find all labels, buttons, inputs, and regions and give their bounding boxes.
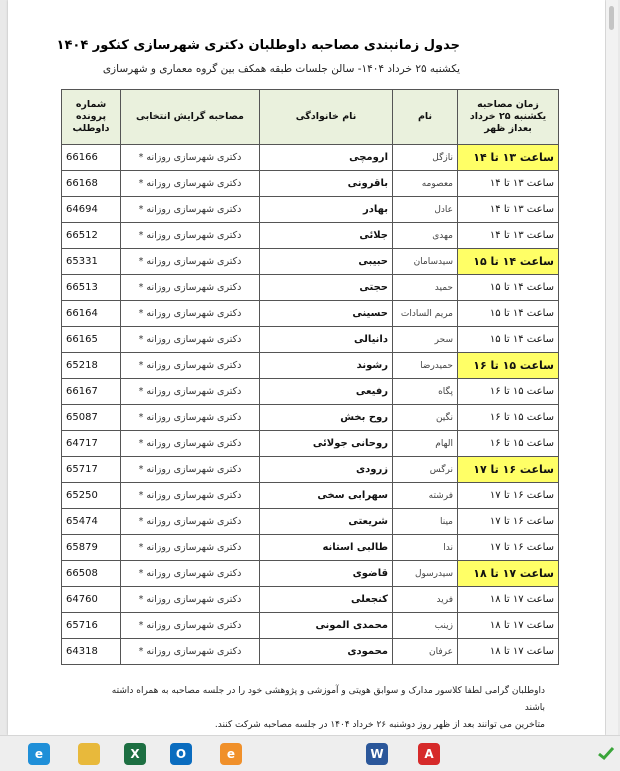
table-row <box>62 353 559 379</box>
table-row <box>62 483 559 509</box>
major-cell: دکتری شهرسازی روزانه * <box>121 483 260 509</box>
file-number-cell: 65474 <box>62 509 121 535</box>
table-row <box>62 171 559 197</box>
table-header-row <box>62 90 559 145</box>
header-major: مصاحبه گرایش انتخابی <box>121 90 260 145</box>
last-name-cell: شریعتی <box>260 509 393 535</box>
table-row <box>62 405 559 431</box>
footer-note <box>90 683 545 734</box>
time-cell: ساعت ۱۷ تا ۱۸ <box>458 639 559 665</box>
interview-schedule-table <box>61 89 559 665</box>
last-name-cell: سهرابی سخی <box>260 483 393 509</box>
first-name-cell: فرید <box>393 587 458 613</box>
first-name-cell: سیدرسول <box>393 561 458 587</box>
last-name-cell: جلائی <box>260 223 393 249</box>
file-number-cell: 65716 <box>62 613 121 639</box>
table-row <box>62 639 559 665</box>
major-cell: دکتری شهرسازی روزانه * <box>121 353 260 379</box>
last-name-cell: دانیالی <box>260 327 393 353</box>
major-cell: دکتری شهرسازی روزانه * <box>121 613 260 639</box>
document-subtitle: یکشنبه ۲۵ خرداد ۱۴۰۴- سالن جلسات طبقه همکف بین گروه معماری و شهرسازی <box>102 63 460 75</box>
scrollbar-thumb[interactable] <box>609 6 614 30</box>
file-number-cell: 65331 <box>62 249 121 275</box>
document-title: جدول زمانبندی مصاحبه داوطلبان دکتری شهرسازی کنکور ۱۴۰۴ <box>56 38 460 53</box>
major-cell: دکتری شهرسازی روزانه * <box>121 197 260 223</box>
first-name-cell: حمیدرضا <box>393 353 458 379</box>
header-last-name: نام خانوادگی <box>260 90 393 145</box>
first-name-cell: فرشته <box>393 483 458 509</box>
major-cell: دکتری شهرسازی روزانه * <box>121 223 260 249</box>
major-cell: دکتری شهرسازی روزانه * <box>121 145 260 171</box>
outlook-icon[interactable]: O <box>170 743 192 765</box>
first-name-cell: سحر <box>393 327 458 353</box>
table-row <box>62 587 559 613</box>
file-explorer-icon[interactable] <box>78 743 100 765</box>
last-name-cell: باقرونی <box>260 171 393 197</box>
major-cell: دکتری شهرسازی روزانه * <box>121 171 260 197</box>
file-number-cell: 64694 <box>62 197 121 223</box>
first-name-cell: زینب <box>393 613 458 639</box>
first-name-cell: عادل <box>393 197 458 223</box>
table-row <box>62 145 559 171</box>
time-cell: ساعت ۱۷ تا ۱۸ <box>458 613 559 639</box>
table-row <box>62 457 559 483</box>
major-cell: دکتری شهرسازی روزانه * <box>121 249 260 275</box>
file-number-cell: 66165 <box>62 327 121 353</box>
time-cell: ساعت ۱۵ تا ۱۶ <box>458 405 559 431</box>
file-number-cell: 66513 <box>62 275 121 301</box>
file-number-cell: 66164 <box>62 301 121 327</box>
last-name-cell: حبیبی <box>260 249 393 275</box>
table-row <box>62 275 559 301</box>
last-name-cell: رفیعی <box>260 379 393 405</box>
last-name-cell: محمودی <box>260 639 393 665</box>
file-number-cell: 65250 <box>62 483 121 509</box>
time-cell: ساعت ۱۶ تا ۱۷ <box>458 457 559 483</box>
file-number-cell: 64760 <box>62 587 121 613</box>
table-row <box>62 431 559 457</box>
major-cell: دکتری شهرسازی روزانه * <box>121 639 260 665</box>
first-name-cell: الهام <box>393 431 458 457</box>
first-name-cell: نگین <box>393 405 458 431</box>
major-cell: دکتری شهرسازی روزانه * <box>121 457 260 483</box>
table-row <box>62 509 559 535</box>
word-icon[interactable]: W <box>366 743 388 765</box>
table-row <box>62 223 559 249</box>
time-cell: ساعت ۱۴ تا ۱۵ <box>458 275 559 301</box>
major-cell: دکتری شهرسازی روزانه * <box>121 535 260 561</box>
file-number-cell: 64318 <box>62 639 121 665</box>
table-row <box>62 613 559 639</box>
last-name-cell: روح بخش <box>260 405 393 431</box>
excel-icon[interactable]: X <box>124 743 146 765</box>
time-cell: ساعت ۱۳ تا ۱۴ <box>458 145 559 171</box>
last-name-cell: حسینی <box>260 301 393 327</box>
first-name-cell: نرگس <box>393 457 458 483</box>
table-row <box>62 379 559 405</box>
orange-app-icon[interactable]: e <box>220 743 242 765</box>
first-name-cell: معصومه <box>393 171 458 197</box>
last-name-cell: کنجعلی <box>260 587 393 613</box>
edge-icon[interactable]: e <box>28 743 50 765</box>
first-name-cell: ندا <box>393 535 458 561</box>
header-file-number: شماره پرونده داوطلب <box>62 90 121 145</box>
major-cell: دکتری شهرسازی روزانه * <box>121 379 260 405</box>
file-number-cell: 65879 <box>62 535 121 561</box>
first-name-cell: نازگل <box>393 145 458 171</box>
first-name-cell: پگاه <box>393 379 458 405</box>
table-row <box>62 197 559 223</box>
file-number-cell: 64717 <box>62 431 121 457</box>
file-number-cell: 66166 <box>62 145 121 171</box>
header-first-name: نام <box>393 90 458 145</box>
file-number-cell: 65717 <box>62 457 121 483</box>
major-cell: دکتری شهرسازی روزانه * <box>121 561 260 587</box>
last-name-cell: زرودی <box>260 457 393 483</box>
time-cell: ساعت ۱۳ تا ۱۴ <box>458 171 559 197</box>
major-cell: دکتری شهرسازی روزانه * <box>121 431 260 457</box>
first-name-cell: عرفان <box>393 639 458 665</box>
last-name-cell: محمدی المونی <box>260 613 393 639</box>
time-cell: ساعت ۱۶ تا ۱۷ <box>458 483 559 509</box>
time-cell: ساعت ۱۴ تا ۱۵ <box>458 249 559 275</box>
first-name-cell: حمید <box>393 275 458 301</box>
last-name-cell: بهادر <box>260 197 393 223</box>
last-name-cell: طالبی استانه <box>260 535 393 561</box>
time-cell: ساعت ۱۴ تا ۱۵ <box>458 327 559 353</box>
table-row <box>62 561 559 587</box>
last-name-cell: ارومچی <box>260 145 393 171</box>
time-cell: ساعت ۱۵ تا ۱۶ <box>458 431 559 457</box>
file-number-cell: 66512 <box>62 223 121 249</box>
major-cell: دکتری شهرسازی روزانه * <box>121 327 260 353</box>
first-name-cell: سیدسامان <box>393 249 458 275</box>
major-cell: دکتری شهرسازی روزانه * <box>121 301 260 327</box>
major-cell: دکتری شهرسازی روزانه * <box>121 587 260 613</box>
table-row <box>62 327 559 353</box>
green-check-icon[interactable] <box>596 744 616 762</box>
last-name-cell: روحانی جولائی <box>260 431 393 457</box>
file-number-cell: 65087 <box>62 405 121 431</box>
file-number-cell: 66508 <box>62 561 121 587</box>
file-number-cell: 65218 <box>62 353 121 379</box>
first-name-cell: مریم السادات <box>393 301 458 327</box>
major-cell: دکتری شهرسازی روزانه * <box>121 405 260 431</box>
table-row <box>62 249 559 275</box>
time-cell: ساعت ۱۵ تا ۱۶ <box>458 379 559 405</box>
time-cell: ساعت ۱۷ تا ۱۸ <box>458 587 559 613</box>
file-number-cell: 66167 <box>62 379 121 405</box>
major-cell: دکتری شهرسازی روزانه * <box>121 509 260 535</box>
time-cell: ساعت ۱۳ تا ۱۴ <box>458 223 559 249</box>
last-name-cell: رشوند <box>260 353 393 379</box>
first-name-cell: مینا <box>393 509 458 535</box>
header-time: زمان مصاحبه یکشنبه ۲۵ خرداد بعداز ظهر <box>458 90 559 145</box>
scrollbar-track[interactable] <box>606 0 618 735</box>
major-cell: دکتری شهرسازی روزانه * <box>121 275 260 301</box>
table-row <box>62 301 559 327</box>
time-cell: ساعت ۱۷ تا ۱۸ <box>458 561 559 587</box>
first-name-cell: مهدی <box>393 223 458 249</box>
time-cell: ساعت ۱۳ تا ۱۴ <box>458 197 559 223</box>
note-line-2: متاخرین می توانند بعد از ظهر روز دوشنبه ۲۶ خرداد ۱۴۰۴ در جلسه مصاحبه شرکت کنند. <box>214 720 545 730</box>
acrobat-icon[interactable]: A <box>418 743 440 765</box>
time-cell: ساعت ۱۴ تا ۱۵ <box>458 301 559 327</box>
time-cell: ساعت ۱۶ تا ۱۷ <box>458 509 559 535</box>
last-name-cell: حجتی <box>260 275 393 301</box>
file-number-cell: 66168 <box>62 171 121 197</box>
time-cell: ساعت ۱۶ تا ۱۷ <box>458 535 559 561</box>
table-row <box>62 535 559 561</box>
last-name-cell: قاضوی <box>260 561 393 587</box>
time-cell: ساعت ۱۵ تا ۱۶ <box>458 353 559 379</box>
note-line-1: داوطلبان گرامی لطفا کلاسور مدارک و سوابق هویتی و آموزشی و پژوهشی خود را در جلسه مصاحبه به همراه داشته باشند <box>111 686 545 713</box>
